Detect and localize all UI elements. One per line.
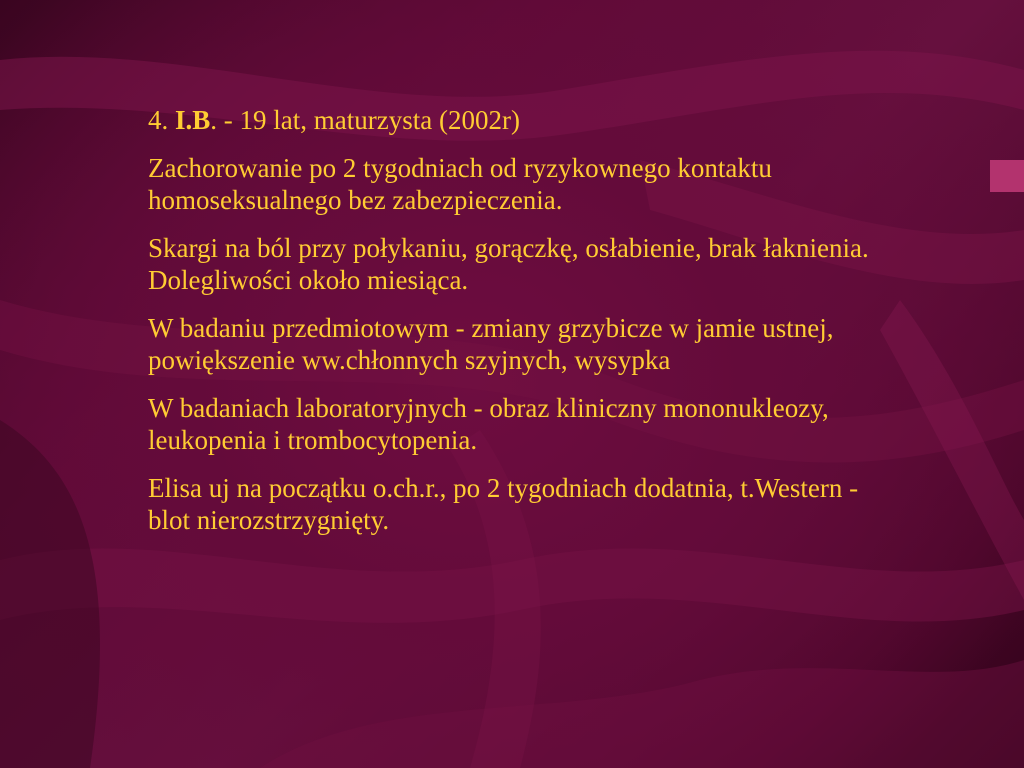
slide-content: [148, 104, 888, 552]
heading-initials: I.B: [175, 105, 211, 135]
paragraph-onset: Zachorowanie po 2 tygodniach od ryzykownego kontaktu homoseksualnego bez zabezpieczenia.: [148, 153, 772, 215]
swoosh-left-diagonal: [0, 420, 100, 768]
swoosh-bottom: [260, 660, 1024, 768]
heading-number: 4.: [148, 105, 169, 135]
paragraph-examination: W badaniu przedmiotowym - zmiany grzybicze w jamie ustnej, powiększenie ww.chłonnych szyjnych, wysypka: [148, 313, 834, 375]
paragraph-complaints: Skargi na ból przy połykaniu, gorączkę, osłabienie, brak łaknienia. Dolegliwości około miesiąca.: [148, 233, 869, 295]
slide-heading: [148, 104, 888, 136]
paragraph-elisa: Elisa uj na początku o.ch.r., po 2 tygodniach dodatnia, t.Western - blot nierozstrzygnięty.: [148, 473, 859, 535]
heading-rest: . - 19 lat, maturzysta (2002r): [210, 105, 520, 135]
accent-tab: [990, 160, 1024, 192]
paragraph-laboratory: W badaniach laboratoryjnych - obraz kliniczny mononukleozy, leukopenia i trombocytopenia.: [148, 393, 829, 455]
